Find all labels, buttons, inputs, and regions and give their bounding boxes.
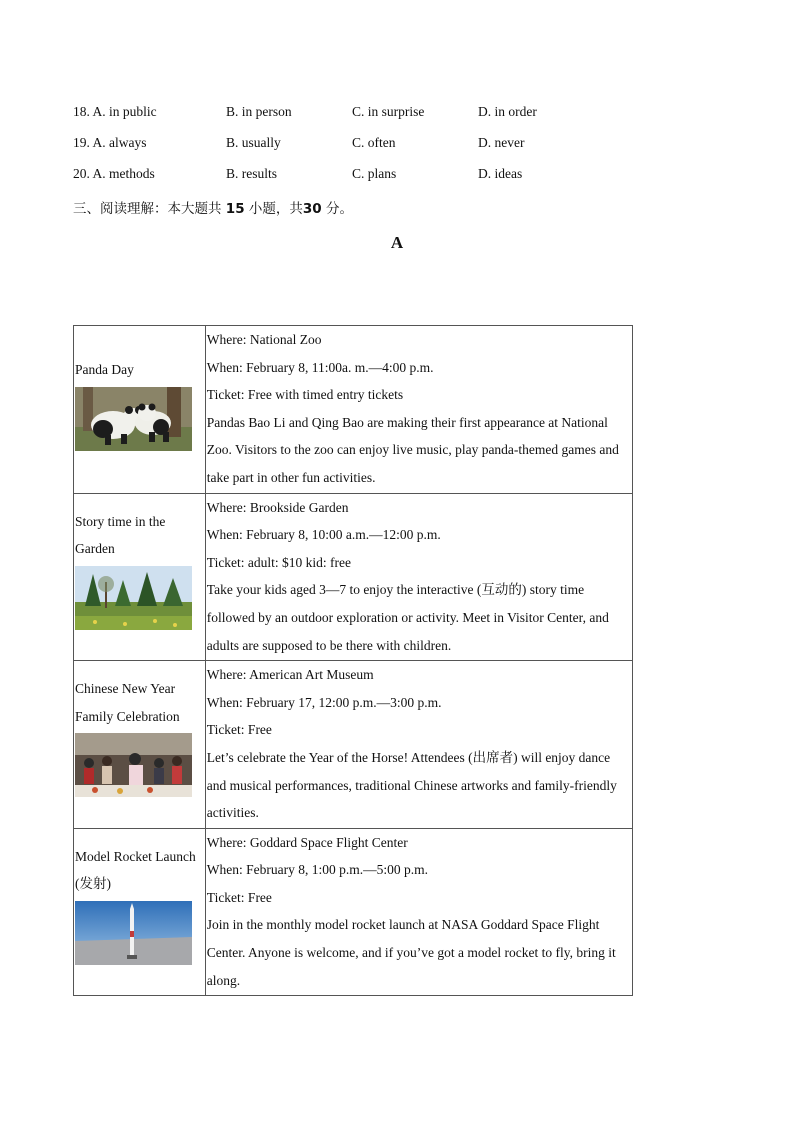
option-d: D. in order: [478, 104, 537, 119]
option-d: D. ideas: [478, 166, 523, 181]
event-description: Take your kids aged 3—7 to enjoy the interactive (互动的) story time followed by an outdoor exploration or activity. Meet in Visitor Center, and adults are supposed to be there with children.: [206, 582, 609, 653]
event-name-cell: [74, 493, 206, 661]
option-c: C. often: [352, 135, 396, 150]
event-ticket: Ticket: Free: [206, 722, 272, 738]
event-name: Story time in the Garden: [75, 513, 166, 557]
event-where: Where: Goddard Space Flight Center: [206, 834, 408, 850]
section-heading-part3: 分。: [325, 201, 353, 217]
event-when: When: February 8, 10:00 a.m.—12:00 p.m.: [206, 527, 441, 543]
event-when: When: February 17, 12:00 p.m.—3:00 p.m.: [206, 694, 442, 710]
event-detail-cell: [205, 828, 632, 996]
event-row-chinese-new-year: [74, 661, 633, 829]
event-detail-cell: [205, 326, 632, 494]
event-row-model-rocket: [74, 828, 633, 996]
event-detail-cell: [205, 661, 632, 829]
total-score: 30: [302, 201, 322, 217]
event-where: Where: American Art Museum: [206, 667, 374, 683]
event-name-cell: [74, 661, 206, 829]
event-when: When: February 8, 1:00 p.m.—5:00 p.m.: [206, 862, 429, 878]
option-b: B. in person: [226, 104, 292, 119]
rocket-photo: [75, 901, 192, 965]
event-when: When: February 8, 11:00a. m.—4:00 p.m.: [206, 359, 434, 375]
section-heading: [73, 197, 353, 217]
option-b: B. usually: [226, 135, 281, 150]
event-description: Let’s celebrate the Year of the Horse! Attendees (出席者) will enjoy dance and musical performances, traditional Chinese artworks and family-friendly activities.: [206, 749, 617, 821]
event-name: Chinese New Year Family Celebration: [75, 681, 180, 724]
event-name: Panda Day: [75, 362, 134, 377]
option-a: 20. A. methods: [73, 166, 155, 181]
question-count: 15: [225, 201, 245, 217]
passage-title: A: [390, 233, 404, 252]
panda-photo: [75, 387, 192, 451]
section-heading-part1: 三、阅读理解：本大题共: [73, 201, 222, 217]
option-a: 19. A. always: [73, 135, 147, 150]
event-description: Pandas Bao Li and Qing Bao are making their first appearance at National Zoo. Visitors to the zoo can enjoy live music, play panda-themed games and take part in other fun activities.: [206, 414, 619, 485]
event-where: Where: National Zoo: [206, 332, 322, 347]
option-a: 18. A. in public: [73, 104, 157, 119]
event-name: Model Rocket Launch (发射): [75, 848, 196, 892]
event-detail-cell: [205, 493, 632, 661]
garden-photo: [75, 566, 192, 630]
event-where: Where: Brookside Garden: [206, 499, 349, 515]
event-name-cell: [74, 326, 206, 494]
option-d: D. never: [478, 135, 525, 150]
event-ticket: Ticket: adult: $10 kid: free: [206, 554, 352, 570]
option-b: B. results: [226, 166, 278, 181]
event-ticket: Ticket: Free: [206, 889, 272, 905]
option-c: C. in surprise: [352, 104, 425, 119]
event-row-panda-day: [74, 326, 633, 494]
event-name-cell: [74, 828, 206, 996]
option-c: C. plans: [352, 166, 397, 181]
event-ticket: Ticket: Free with timed entry tickets: [206, 387, 404, 403]
event-row-story-time: [74, 493, 633, 661]
event-description: Join in the monthly model rocket launch at NASA Goddard Space Flight Center. Anyone is welcome, and if you’ve got a model rocket to fly, bring it along.: [206, 917, 616, 988]
celebration-photo: [75, 733, 192, 797]
section-heading-part2: 小题，共: [248, 201, 303, 217]
events-table: [73, 325, 633, 996]
